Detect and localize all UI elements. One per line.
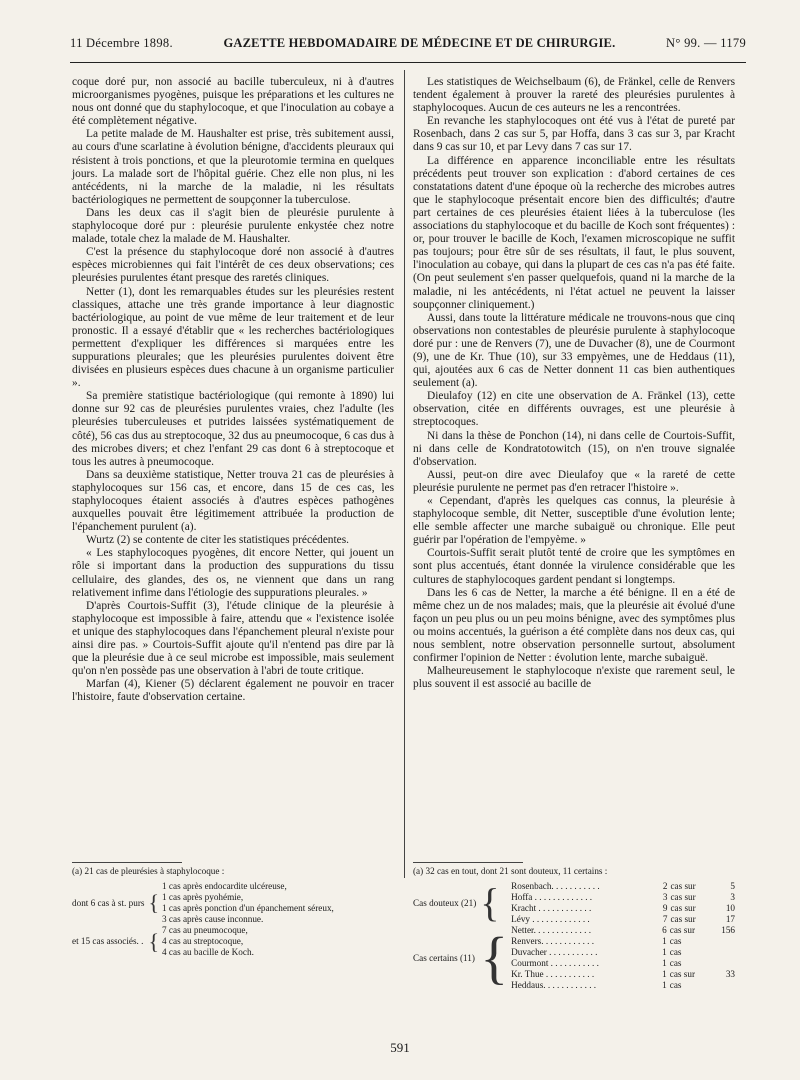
header-rule bbox=[70, 62, 746, 63]
case-count: 1 bbox=[662, 947, 667, 957]
footnote-rule-right bbox=[413, 862, 523, 863]
case-count: 9 bbox=[662, 903, 668, 913]
list-item: 4 cas au streptocoque, bbox=[162, 936, 244, 946]
doubtful-rows bbox=[511, 881, 735, 925]
group-label-pure: dont 6 cas à st. purs bbox=[72, 897, 145, 908]
case-label: cas bbox=[669, 936, 682, 946]
footnote-rule-left bbox=[72, 862, 182, 863]
author-name: Courmont . . . . . . . . . . . bbox=[511, 958, 599, 968]
case-total: 156 bbox=[721, 925, 735, 935]
author-name: Lévy . . . . . . . . . . . . . bbox=[511, 914, 590, 924]
certain-rows bbox=[511, 925, 735, 991]
header-issue-number: N° 99. — 1179 bbox=[666, 36, 746, 50]
group-label-doubtful: Cas douteux (21) bbox=[413, 897, 477, 908]
case-label: cas sur bbox=[670, 903, 696, 913]
case-total bbox=[713, 980, 735, 991]
case-total: 3 bbox=[730, 892, 735, 902]
left-column bbox=[72, 76, 394, 705]
group-label-certain: Cas certains (11) bbox=[413, 952, 475, 963]
case-label: cas sur bbox=[670, 914, 696, 924]
case-count: 2 bbox=[662, 881, 668, 891]
author-name: Kr. Thue . . . . . . . . . . . bbox=[511, 969, 595, 979]
paragraph: Dans sa deuxième statistique, Netter trouva 21 cas de pleurésies à staphylocoques sur 156 cas, et encore, dans 15 de ces cas, les staphylocoques étaient associés à d'autres espèces pathogènes auxquelles pouvait être légitimement attribuée la production de l'épanchement purulent (a). bbox=[72, 468, 394, 534]
case-count: 1 bbox=[662, 969, 667, 979]
paragraph: Wurtz (2) se contente de citer les statistiques précédentes. bbox=[86, 534, 350, 547]
case-total: 10 bbox=[725, 903, 735, 913]
group-label-associated: et 15 cas associés. . bbox=[72, 936, 144, 946]
case-label: cas sur bbox=[669, 925, 696, 935]
case-label: cas bbox=[669, 980, 682, 990]
case-label: cas bbox=[669, 947, 682, 957]
case-total: 33 bbox=[725, 969, 735, 979]
table-row bbox=[511, 980, 735, 991]
group-items-associated bbox=[162, 925, 334, 958]
table-row bbox=[511, 936, 735, 947]
footnote-right bbox=[413, 866, 735, 991]
table-row bbox=[511, 958, 735, 969]
paragraph: Marfan (4), Kiener (5) déclarent également ne pouvoir en tracer l'histoire, faute d'observation certaine. bbox=[72, 678, 394, 704]
case-total: 17 bbox=[725, 914, 735, 924]
author-name: Duvacher . . . . . . . . . . . bbox=[511, 947, 598, 957]
paragraph: C'est la présence du staphylocoque doré non associé à d'autres espèces microbiennes qui fait l'intérêt de ces deux observations; ces pleurésies purulentes étant presque des raretés cliniques. bbox=[72, 246, 394, 285]
author-name: Kracht . . . . . . . . . . . . bbox=[511, 903, 592, 913]
author-name: Heddaus. . . . . . . . . . . . bbox=[511, 980, 597, 990]
footnote-lead: (a) 21 cas de pleurésies à staphylocoque : bbox=[72, 866, 225, 876]
case-label: cas sur bbox=[670, 892, 696, 902]
list-item: 3 cas après cause inconnue. bbox=[162, 914, 264, 924]
paragraph: Courtois-Suffit serait plutôt tenté de croire que les symptômes en sont plus accentués, étant donnée la virulence considérable que les cultures de staphylocoques gardent pendant si longtemps. bbox=[413, 547, 735, 586]
paragraph: Dans les deux cas il s'agit bien de pleurésie purulente à staphylocoque doré pur : pleurésie purulente enkystée chez notre malade, totale chez la malade de M. Haushalter. bbox=[72, 206, 394, 246]
footnote-breakdown-table bbox=[72, 881, 334, 958]
brace-icon: { bbox=[480, 880, 500, 925]
paragraph: En revanche les staphylocoques ont été vus à l'état de pureté par Rosenbach, dans 2 cas sur 5, par Hoffa, dans 3 cas sur 3, par Kracht dans 9 cas sur 10, et par Levy dans 7 cas sur 17. bbox=[413, 115, 735, 154]
paragraph: « Cependant, d'après les quelques cas connus, la pleurésie à staphylocoque semble, dit Netter, susceptible d'une évolution lente; elle semble affecter une marche subaiguë ou chronique. Elle peut guérir par l'opération de l'empyème. » bbox=[413, 495, 735, 547]
column-divider bbox=[404, 70, 405, 878]
table-row bbox=[511, 969, 735, 980]
table-row bbox=[511, 947, 735, 958]
list-item: 7 cas au pneumocoque, bbox=[162, 925, 248, 935]
paragraph: La petite malade de M. Haushalter est prise, très subitement aussi, au cours d'une scarlatine à évolution bénigne, d'accidents pleuraux qui résistent à trois ponctions, et que la pleurotomie termina en quelques jours. La malade sort de l'hôpital guérie. Chez elle non plus, ni les antécédents, ni la marche de la maladie, ni les résultats bactériologiques ne permettent de soupçonner la tuberculose. bbox=[72, 128, 394, 206]
paragraph: Dans les 6 cas de Netter, la marche a été bénigne. Il en a été de même chez un de nos malades; mais, que la pleurésie ait évolué d'une façon un peu plus ou un peu moins bénigne, avec des symptômes plus ou moins accentués, la guérison a été complète dans nos deux cas, qui nous semblent, notre observation personnelle surtout, absolument confirmer l'opinion de Netter : évolution lente, marche subaiguë. bbox=[413, 586, 735, 665]
case-count: 6 bbox=[662, 925, 667, 935]
paragraph: coque doré pur, non associé au bacille tuberculeux, ni à d'autres microorganismes pyogènes, puisque les préparations et les cultures ne nous ont donné que du staphylocoque, et que l'inoculation au cobaye a été complètement négative. bbox=[72, 76, 394, 128]
case-total bbox=[713, 947, 735, 958]
right-column bbox=[413, 76, 735, 691]
case-label: cas sur bbox=[670, 881, 696, 891]
paragraph: Netter (1), dont les remarquables études sur les pleurésies restent classiques, attache une très grande importance à leur diagnostic bactériologique, au point de vue même de leur traitement et de leur pronostic. Il a essayé d'établir que « les recherches bactériologiques permettent d'expliquer les différences si marquées entre les suppurations pleurales; que les pleurésies purulentes doivent être divisées en plusieurs espèces dues chacune à un organisme particulier ». bbox=[72, 285, 394, 390]
table-row bbox=[511, 925, 735, 936]
journal-title: GAZETTE HEBDOMADAIRE DE MÉDECINE ET DE CHIRURGIE. bbox=[223, 36, 616, 50]
case-count: 7 bbox=[662, 914, 668, 924]
list-item: 1 cas après pyohémie, bbox=[162, 892, 244, 902]
paragraph: Ni dans la thèse de Ponchon (14), ni dans celle de Courtois-Suffit, ni dans celle de Kondratotowitch (15), on n'en trouve signalée d'observation. bbox=[413, 429, 735, 468]
table-row bbox=[511, 892, 735, 903]
paragraph: La différence en apparence inconciliable entre les résultats précédents peut trouver son explication : d'abord certaines de ces constatations datent d'une époque où la recherche des microbes autres que le staphylocoque présentait encore bien des difficultés; d'autre part certaines de ces pleurésies étaient liées à la tuberculose (les associations du staphylocoque et du bacille de Koch sont fréquentes) : or, pour trouver le bacille de Koch, l'examen microscopique ne suffit pas toujours; pour être sûr de ses résultats, il faut, le plus souvent, l'inoculation au cobaye, qui dans la plupart de ces cas n'a pas été faite. (On peut seulement s'en passer quelquefois, quand ni la marche de la maladie, ni les antécédents, ni l'état actuel ne peuvent la laisser soupçonner cliniquement.) bbox=[413, 154, 735, 311]
paragraph: Dieulafoy (12) en cite une observation de A. Fränkel (13), cette observation, citée en différents ouvrages, est une pleurésie à streptocoques. bbox=[413, 390, 735, 429]
author-name: Hoffa . . . . . . . . . . . . . bbox=[511, 892, 593, 902]
list-item: 4 cas au bacille de Koch. bbox=[162, 947, 254, 957]
paragraph: Les statistiques de Weichselbaum (6), de Fränkel, celle de Renvers tendent également à prouver la rareté des pleurésies purulentes à staphylocoques. Aucun de ces auteurs ne les a rencontrées. bbox=[413, 76, 735, 115]
paragraph: Aussi, peut-on dire avec Dieulafoy que « la rareté de cette pleurésie purulente ne permet pas d'en retracer l'histoire ». bbox=[413, 468, 735, 494]
header-date: 11 Décembre 1898. bbox=[70, 36, 173, 50]
paragraph: D'après Courtois-Suffit (3), l'étude clinique de la pleurésie à staphylocoque est impossible à faire, attendu que « l'existence isolée et unique des staphylocoques dans l'épanchement pleural n'existe pour ainsi dire pas. » Courtois-Suffit ajoute qu'il n'entend pas dire par là que la pleurésie due à ce seul microbe est impossible, mais seulement qu'on n'en possède pas une observation à l'abri de toute critique. bbox=[72, 599, 394, 678]
paragraph: « Les staphylocoques pyogènes, dit encore Netter, qui jouent un rôle si important dans la production des suppurations du tissu cellulaire, des glandes, des os, ne viennent que dans un rang relativement infime dans l'étiologie des suppurations pleurales. » bbox=[72, 547, 394, 599]
footnote-cases-table bbox=[413, 881, 735, 991]
footnote-left bbox=[72, 866, 394, 958]
case-label: cas bbox=[669, 958, 682, 968]
table-row bbox=[511, 881, 735, 892]
brace-icon: { bbox=[148, 928, 160, 954]
author-name: Rosenbach. . . . . . . . . . . bbox=[511, 881, 600, 891]
table-row bbox=[511, 914, 735, 925]
list-item: 1 cas après endocardite ulcéreuse, bbox=[162, 881, 287, 891]
case-total: 5 bbox=[730, 881, 735, 891]
case-total bbox=[713, 958, 735, 969]
case-count: 1 bbox=[662, 936, 667, 946]
brace-icon: { bbox=[480, 925, 509, 990]
footnote-lead: (a) 32 cas en tout, dont 21 sont douteux, 11 certains : bbox=[413, 866, 608, 876]
brace-icon: { bbox=[148, 890, 160, 915]
group-items-pure bbox=[162, 881, 334, 925]
paragraph: Sa première statistique bactériologique (qui remonte à 1890) lui donne sur 92 cas de pleurésies purulentes vraies, chez l'adulte (les pleurésies tuberculeuses et putrides laissées systématiquement de côté), 56 cas dus au streptocoque, 32 dus au pneumocoque, 6 cas dus à des microbes divers; et chez l'enfant 29 cas dont 6 à streptocoque et tous les autres à pneumocoque. bbox=[72, 390, 395, 468]
case-label: cas sur bbox=[669, 969, 696, 979]
author-name: Netter. . . . . . . . . . . . . bbox=[511, 925, 591, 935]
list-item: 1 cas après ponction d'un épanchement séreux, bbox=[162, 903, 334, 913]
page-number: 591 bbox=[390, 1040, 410, 1055]
table-row bbox=[511, 903, 735, 914]
case-count: 1 bbox=[662, 958, 667, 968]
case-total bbox=[713, 936, 735, 947]
running-header bbox=[70, 36, 746, 51]
author-name: Renvers. . . . . . . . . . . . bbox=[511, 936, 595, 946]
case-count: 1 bbox=[662, 980, 667, 990]
case-count: 3 bbox=[662, 892, 668, 902]
paragraph: Malheureusement le staphylocoque n'existe que rarement seul, le plus souvent il est associé au bacille de bbox=[413, 665, 735, 691]
paragraph: Aussi, dans toute la littérature médicale ne trouvons-nous que cinq observations non contestables de pleurésie purulente à staphylocoque doré pur : une de Renvers (7), une de Duvacher (8), une de Courmont (9), une de Kr. Thue (10), sur 33 empyèmes, une de Heddaus (11), qui, ajoutées aux 6 cas de Netter donnent 11 cas bien authentiques seulement (a). bbox=[413, 311, 735, 390]
